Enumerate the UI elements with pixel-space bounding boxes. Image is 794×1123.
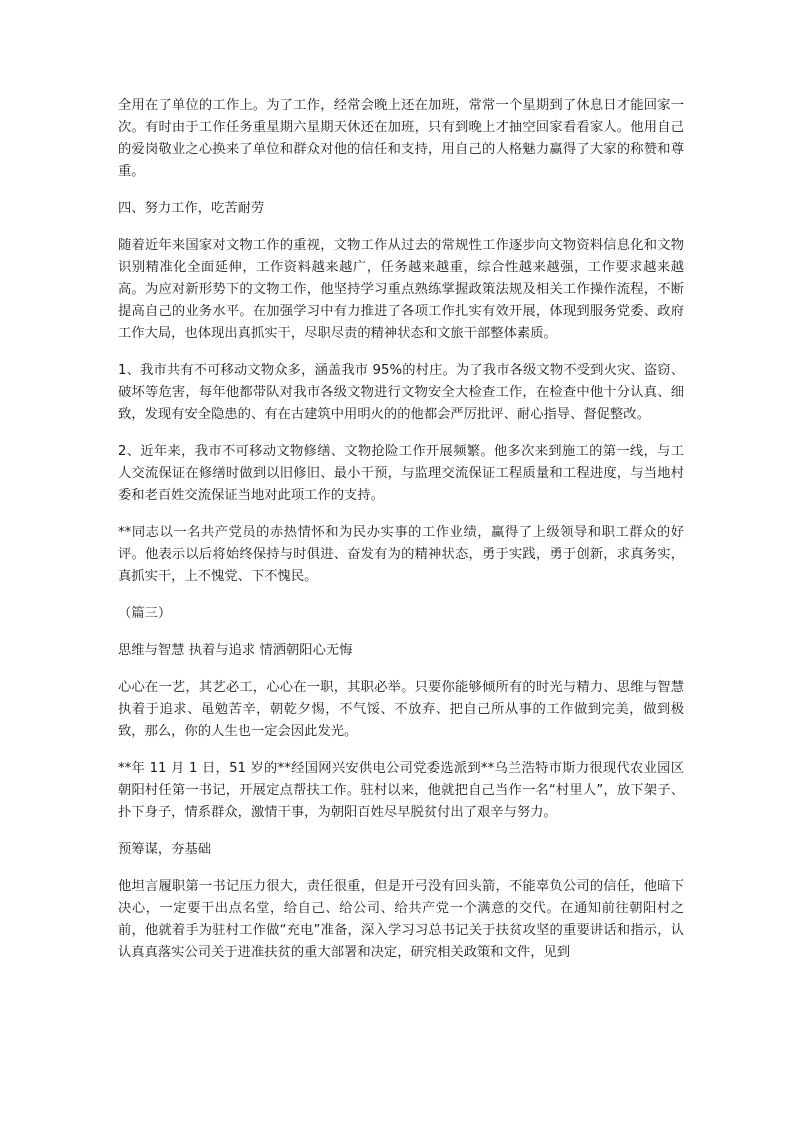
paragraph: 他坦言履职第一书记压力很大，责任很重，但是开弓没有回头箭，不能辜负公司的信任，他暗下决心，一定要干出点名堂，给自己、给公司、给共产党一个满意的交代。在通知前往朝阳村之前，他就着手为驻村工作做“充电”准备，深入学习习总书记关于扶贫攻坚的重要讲话和指示，认认真真落实公司关于进准扶贫的重大部署和决定，研究相关政策和文件，见到 xyxy=(118,879,684,960)
paragraph: 1、我市共有不可移动文物众多，涵盖我市 95%的村庄。为了我市各级文物不受到火灾、盗窃、破坏等危害，每年他都带队对我市各级文物进行文物安全大检查工作，在检查中他十分认真、细致，发现有安全隐患的、有在古建筑中用明火的的他都会严厉批评、耐心指导、督促整改。 xyxy=(118,363,684,422)
paragraph: **年 11 月 1 日，51 岁的**经国网兴安供电公司党委选派到**乌兰浩特市斯力很现代农业园区朝阳村任第一书记，开展定点帮扶工作。驻村以来，他就把自己当作一名“村里人”，放下架子、扑下身子，情系群众，激情干事，为朝阳百姓尽早脱贫付出了艰辛与努力。 xyxy=(118,761,684,820)
article-title: 思维与智慧 执着与追求 情洒朝阳心无悔 xyxy=(118,643,353,658)
paragraph: 随着近年来国家对文物工作的重视，文物工作从过去的常规性工作逐步向文物资料信息化和文物识别精准化全面延伸，工作资料越来越广，任务越来越重，综合性越来越强，工作要求越来越高。为应对新形势下的文物工作，他坚持学习重点熟练掌握政策法规及相关工作操作流程，不断提高自己的业务水平。在加强学习中有力推进了各项工作扎实有效开展，体现到服务党委、政府工作大局，也体现出真抓实干，尽职尽责的精神状态和文旅干部整体素质。 xyxy=(118,238,684,341)
part-label: （篇三） xyxy=(118,606,172,621)
paragraph: 心心在一艺，其艺必工，心心在一职，其职必举。只要你能够倾所有的时光与精力、思维与智慧执着于追求、黾勉苦辛，朝乾夕惕，不气馁、不放弃、把自己所从事的工作做到完美，做到极致，那么，你的人生也一定会因此发光。 xyxy=(118,680,684,739)
document-body xyxy=(118,95,684,979)
paragraph: 全用在了单位的工作上。为了工作，经常会晚上还在加班，常常一个星期到了休息日才能回家一次。有时由于工作任务重星期六星期天休还在加班，只有到晚上才抽空回家看看家人。他用自己的爱岗敬业之心换来了单位和群众对他的信任和支持，用自己的人格魅力赢得了大家的称赞和尊重。 xyxy=(118,98,684,179)
section-heading: 预筹谋，夯基础 xyxy=(118,842,212,857)
section-heading: 四、努力工作，吃苦耐劳 xyxy=(118,201,265,216)
paragraph: 2、近年来，我市不可移动文物修缮、文物抢险工作开展频繁。他多次来到施工的第一线，与工人交流保证在修缮时做到以旧修旧、最小干预，与监理交流保证工程质量和工程进度，与当地村委和老百姓交流保证当地对此项工作的支持。 xyxy=(118,444,684,503)
paragraph: **同志以一名共产党员的赤热情怀和为民办实事的工作业绩，赢得了上级领导和职工群众的好评。他表示以后将始终保持与时俱进、奋发有为的精神状态，勇于实践，勇于创新，求真务实，真抓实干，上不愧党、下不愧民。 xyxy=(118,525,684,584)
